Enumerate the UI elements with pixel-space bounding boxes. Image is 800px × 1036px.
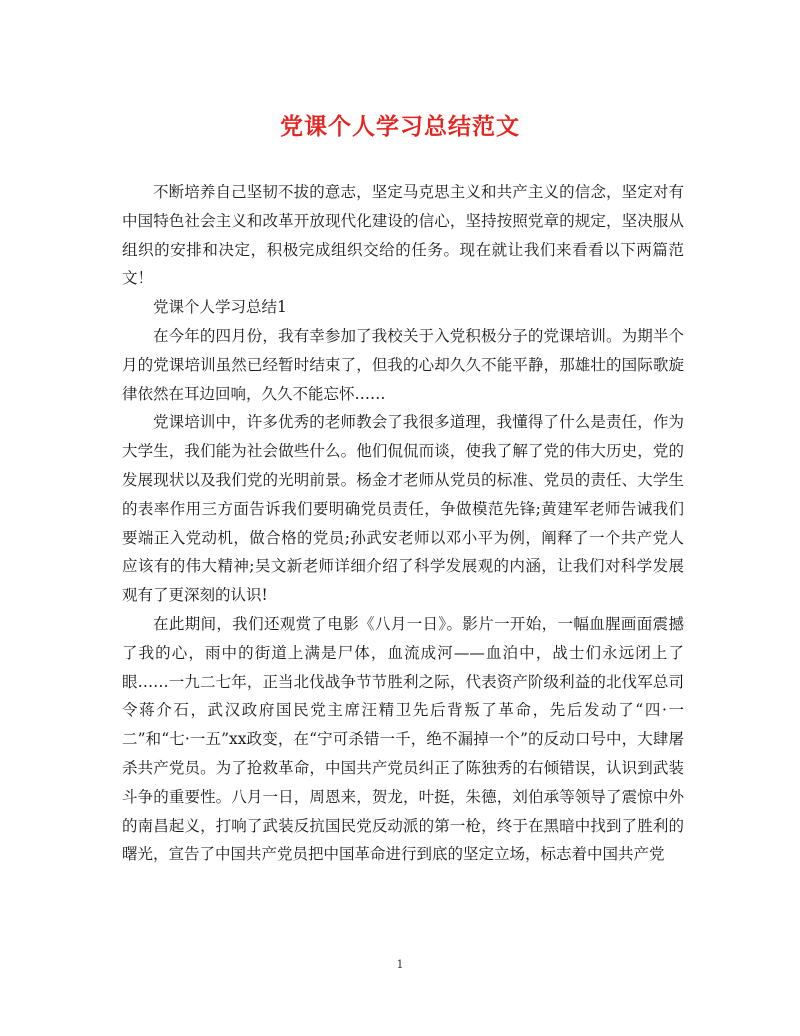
page-number: 1 (396, 958, 404, 971)
document-title: 党课个人学习总结范文 (280, 113, 520, 140)
body-paragraph: 在今年的四月份，我有幸参加了我校关于入党积极分子的党课培训。为期半个月的党课培训虽然已经暂时结束了，但我的心却久久不能平静，那雄壮的国际歌旋律依然在耳边回响，久久不能忘怀…… (122, 326, 684, 403)
document-body (122, 178, 684, 869)
section-heading: 党课个人学习总结1 (153, 298, 287, 317)
body-paragraph: 在此期间，我们还观赏了电影《八月一日》。影片一开始，一幅血腥画面震撼了我的心，雨中的街道上满是尸体，血流成河——血泊中，战士们永远闭上了眼……一九二七年，正当北伐战争节节胜利之际，代表资产阶级利益的北伐军总司令蒋介石，武汉政府国民党主席汪精卫先后背叛了革命，先后发动了“四·一二”和“七·一五”xx政变，在“宁可杀错一千，绝不漏掉一个”的反动口号中，大肆屠杀共产党员。为了抢救革命，中国共产党员纠正了陈独秀的右倾错误，认识到武装斗争的重要性。八月一日，周恩来，贺龙，叶挺，朱德，刘伯承等领导了震惊中外的南昌起义，打响了武装反抗国民党反动派的第一枪，终于在黑暗中找到了胜利的曙光，宣告了中国共产党员把中国革命进行到底的坚定立场，标志着中国共产党 (122, 614, 684, 864)
intro-paragraph: 不断培养自己坚韧不拔的意志，坚定马克思主义和共产主义的信念，坚定对有中国特色社会主义和改革开放现代化建设的信心，坚持按照党章的规定，坚决服从组织的安排和决定，积极完成组织交给的任务。现在就让我们来看看以下两篇范文！ (122, 183, 684, 288)
body-paragraph: 党课培训中，许多优秀的老师教会了我很多道理，我懂得了什么是责任，作为大学生，我们能为社会做些什么。他们侃侃而谈，使我了解了党的伟大历史，党的发展现状以及我们党的光明前景。杨金才老师从党员的标准、党员的责任、大学生的表率作用三方面告诉我们要明确党员责任，争做模范先锋;黄建军老师告诫我们要端正入党动机，做合格的党员;孙武安老师以邓小平为例，阐释了一个共产党人应该有的伟大精神;吴文新老师详细介绍了科学发展观的内涵，让我们对科学发展观有了更深刻的认识! (122, 413, 684, 605)
